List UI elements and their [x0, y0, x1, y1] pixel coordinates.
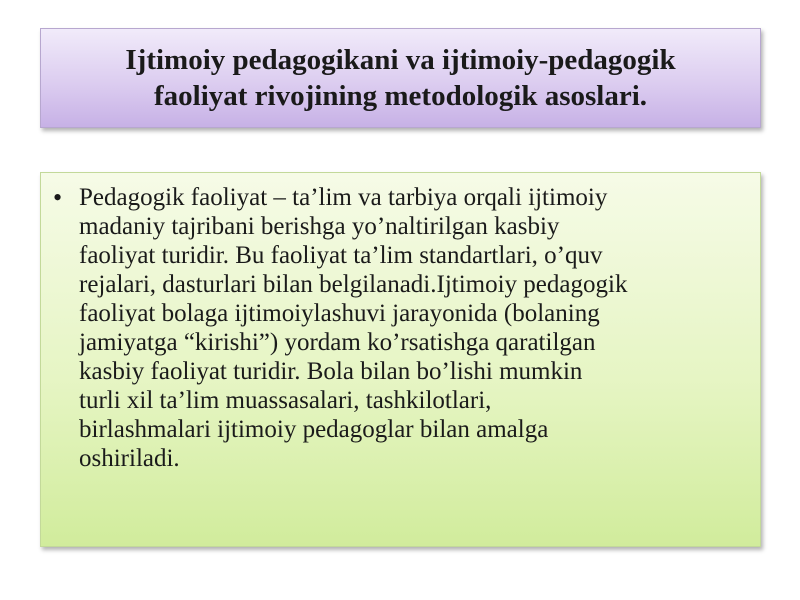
bullet-item	[41, 173, 760, 473]
bullet-list	[41, 173, 760, 473]
bullet-text-line: faoliyat turidir. Bu faoliyat ta’lim standartlari, o’quv	[79, 242, 603, 269]
slide-title-line: Ijtimoiy pedagogikani va ijtimoiy-pedagogik	[125, 44, 676, 76]
bullet-icon: •	[53, 183, 63, 212]
bullet-text-line: rejalari, dasturlari bilan belgilanadi.Ijtimoiy pedagogik	[79, 271, 628, 298]
bullet-text-line: kasbiy faoliyat turidir. Bola bilan bo’lishi mumkin	[79, 358, 583, 385]
bullet-text-line: Pedagogik faoliyat – ta’lim va tarbiya orqali ijtimoiy	[79, 184, 608, 211]
bullet-text-line: faoliyat bolaga ijtimoiylashuvi jarayonida (bolaning	[79, 300, 600, 327]
bullet-text-line: oshiriladi.	[79, 445, 180, 472]
bullet-text-line: birlashmalari ijtimoiy pedagoglar bilan amalga	[79, 416, 549, 443]
slide-title-box	[40, 28, 761, 128]
slide-title	[109, 42, 691, 114]
bullet-text-line: madaniy tajribani berishga yo’naltirilgan kasbiy	[79, 213, 560, 240]
slide-content-box	[40, 172, 761, 547]
bullet-text-line: jamiyatga “kirishi”) yordam ko’rsatishga qaratilgan	[79, 329, 596, 356]
bullet-text-line: turli xil ta’lim muassasalari, tashkilotlari,	[79, 387, 492, 414]
slide-title-line: faoliyat rivojining metodologik asoslari.	[154, 80, 647, 112]
